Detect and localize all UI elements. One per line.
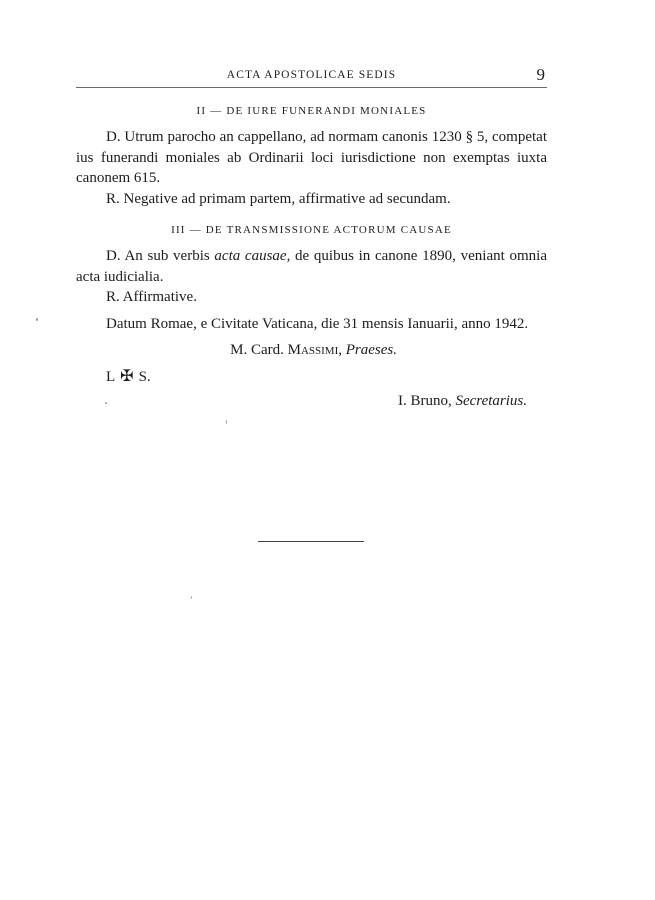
scan-speck bbox=[105, 402, 107, 404]
dateline: Datum Romae, e Civitate Vaticana, die 31 mensis Ianuarii, anno 1942. bbox=[106, 315, 529, 332]
scan-speck bbox=[36, 318, 38, 321]
signatory-prefix: M. Card. bbox=[230, 342, 288, 358]
question-text-end: de quibus in canone 1890, veniant omnia acta iudicialia. bbox=[76, 248, 547, 285]
running-title: ACTA APOSTOLICAE SEDIS bbox=[226, 69, 397, 81]
section-heading-iii: III — DE TRANSMISSIONE ACTORUM CAUSAE bbox=[171, 224, 452, 236]
cross-icon: ✠ bbox=[120, 367, 134, 385]
scan-speck bbox=[191, 596, 192, 599]
end-rule bbox=[258, 541, 364, 542]
answer-paragraph-ii: R. Negative ad primam partem, affirmative ad secundam. bbox=[106, 190, 451, 207]
running-head bbox=[76, 66, 547, 88]
seal-mark bbox=[76, 367, 547, 388]
scan-speck bbox=[226, 420, 227, 424]
secretary-name: I. Bruno, bbox=[397, 393, 456, 409]
secretary-title: Secretarius. bbox=[455, 393, 527, 409]
section-heading-ii: II — DE IURE FUNERANDI MONIALES bbox=[196, 105, 427, 117]
signature-praeses: M. Card. Massimi, Praeses. bbox=[230, 342, 397, 358]
question-paragraph-iii bbox=[76, 246, 547, 287]
signature-secretarius bbox=[76, 391, 547, 412]
signatory-title: Praeses. bbox=[345, 342, 397, 358]
answer-paragraph-iii: R. Affirmative. bbox=[106, 289, 197, 305]
question-text-start: D. An sub verbis bbox=[106, 248, 215, 264]
question-italic-term: acta causae, bbox=[214, 248, 291, 264]
signatory-name: Massimi bbox=[287, 342, 339, 358]
page-number: 9 bbox=[536, 65, 545, 84]
seal-letter-s: S. bbox=[138, 368, 151, 385]
seal-letter-l: L bbox=[106, 368, 116, 385]
page-body bbox=[76, 103, 547, 412]
header-rule bbox=[76, 87, 547, 88]
question-paragraph-ii: D. Utrum parocho an cappellano, ad normam canonis 1230 § 5, competat ius funerandi moniales ab Ordinarii loci iurisdictione non exemptas iuxta canonem 615. bbox=[76, 129, 547, 186]
